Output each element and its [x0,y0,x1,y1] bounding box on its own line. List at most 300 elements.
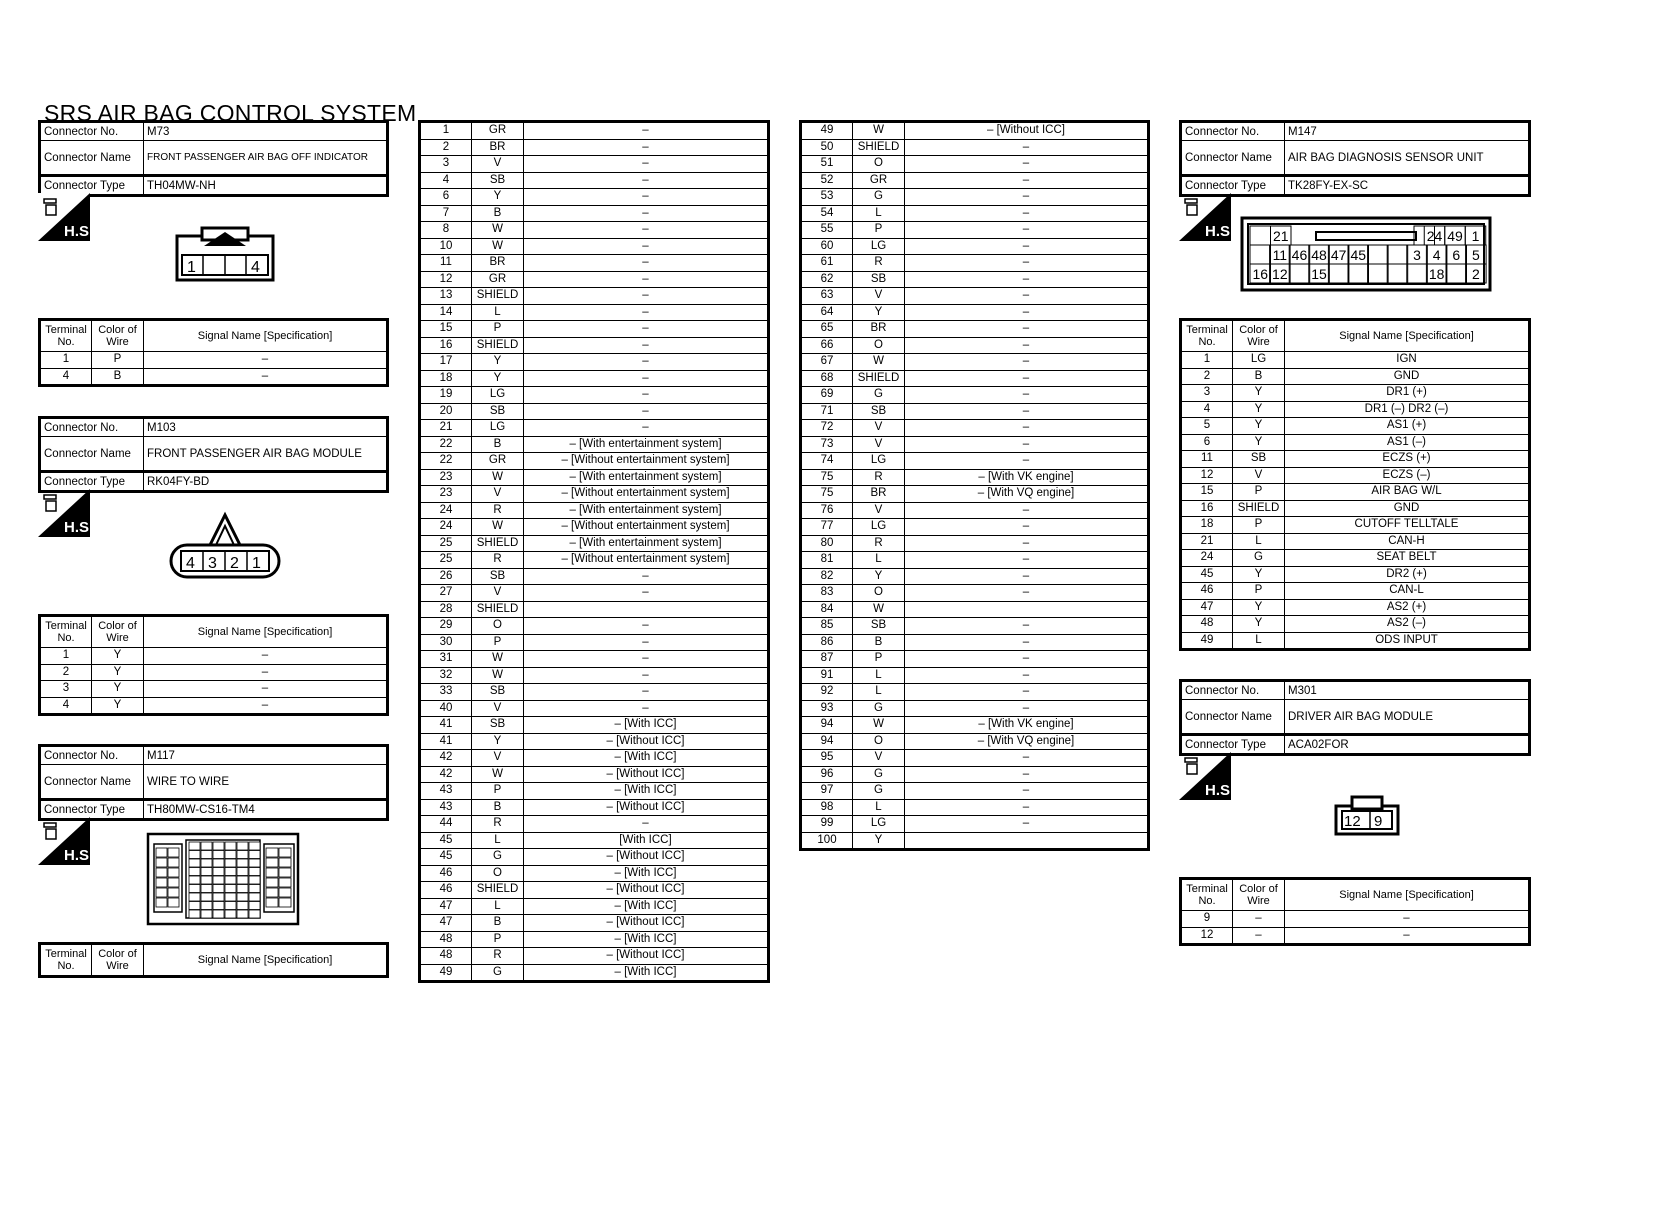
signal-name: DR2 (+) [1285,566,1530,583]
pin-label: 12 [1272,266,1288,282]
table-row [40,648,388,665]
terminal-no: 97 [801,783,853,800]
terminal-no: 65 [801,321,853,338]
table-row [1181,451,1530,468]
connector-name: DRIVER AIR BAG MODULE [1285,700,1530,735]
pin-cell [249,851,260,859]
signal-name: – [524,156,769,173]
wire-color: B [472,205,524,222]
pin-cell [189,851,200,859]
pin-label: 15 [1311,266,1327,282]
table-row [420,931,769,948]
table-row [801,717,1149,734]
wire-color: Y [472,370,524,387]
table-row [40,697,388,715]
pin-cell [168,898,179,907]
table-row [801,700,1149,717]
terminal-no: 12 [1181,467,1233,484]
pin-cell [213,859,224,867]
terminal-no: 29 [420,618,472,635]
signal-name: – [524,337,769,354]
table-row [420,469,769,486]
terminal-no: 98 [801,799,853,816]
wire-color: G [853,766,905,783]
wire-color: V [853,288,905,305]
terminal-no: 50 [801,139,853,156]
table-row [420,783,769,800]
terminal-no: 71 [801,403,853,420]
table-row [420,519,769,536]
terminal-table-m117-col2 [799,120,1150,851]
table-row [420,849,769,866]
connector-type: TH04MW-NH [144,176,388,196]
signal-name: ECZS (+) [1285,451,1530,468]
table-row [1181,566,1530,583]
label: Connector No. [1181,122,1285,141]
connector-face-m73 [176,226,276,282]
hs-harness-side-icon [1179,193,1235,241]
wire-color: W [853,122,905,140]
pin-cell [189,842,200,850]
terminal-no: 18 [420,370,472,387]
pin-cell [168,878,179,887]
wire-color: GR [472,453,524,470]
signal-name [905,601,1149,618]
terminal-no: 22 [420,453,472,470]
pin-label: 21 [1272,228,1289,244]
connector-info-m103 [38,416,389,493]
connector-face-m301 [1334,794,1400,836]
terminal-no: 44 [420,816,472,833]
table-row [801,634,1149,651]
pin-cell [237,868,248,876]
table-row [801,370,1149,387]
terminal-table-m73 [38,318,389,387]
wire-color: Y [853,304,905,321]
signal-name: – [With ICC] [524,717,769,734]
terminal-no: 17 [420,354,472,371]
pin-cell [189,885,200,893]
col-header: Terminal No. [40,320,92,352]
terminal-no: 23 [420,486,472,503]
terminal-no: 76 [801,502,853,519]
table-row [801,420,1149,437]
terminal-no: 18 [1181,517,1233,534]
terminal-no: 99 [801,816,853,833]
terminal-no: 33 [420,684,472,701]
table-row [420,337,769,354]
pin-cell [213,842,224,850]
signal-name: – [With VK engine] [905,717,1149,734]
signal-name: – [Without ICC] [524,882,769,899]
table-row [420,898,769,915]
table-row [1181,368,1530,385]
pin-cell [156,858,167,867]
terminal-no: 45 [420,832,472,849]
pin-cell [201,851,212,859]
terminal-no: 84 [801,601,853,618]
signal-name: – [905,420,1149,437]
table-row [420,882,769,899]
signal-name: – [Without ICC] [905,122,1149,140]
pin-label: 47 [1330,247,1347,263]
table-row [801,816,1149,833]
label: Connector Type [1181,176,1285,196]
terminal-no: 6 [1181,434,1233,451]
pin-cell [225,868,236,876]
wire-color: P [853,651,905,668]
pin-cell [213,910,224,918]
table-row [801,568,1149,585]
pin-cell [168,868,179,877]
label: Connector Name [40,765,144,800]
pin-grid [156,842,291,918]
signal-name: – [905,684,1149,701]
signal-name: – [905,453,1149,470]
wire-color: LG [853,238,905,255]
signal-name: – [905,304,1149,321]
table-row [801,799,1149,816]
col-header: Terminal No. [40,944,92,977]
pin-cell [201,859,212,867]
terminal-no: 23 [420,469,472,486]
label: Connector Type [1181,735,1285,755]
terminal-no: 10 [420,238,472,255]
col-header: Color of Wire [1233,879,1285,911]
terminal-no: 25 [420,552,472,569]
table-row [40,681,388,698]
wire-color: – [1233,927,1285,945]
wire-color: B [472,799,524,816]
terminal-no: 1 [1181,352,1233,369]
label: Connector Name [40,437,144,472]
connector-face-m117 [146,832,300,926]
wire-color: L [853,552,905,569]
signal-name: – [905,288,1149,305]
signal-name [524,601,769,618]
wire-color: W [472,238,524,255]
wire-color: Y [853,568,905,585]
terminal-no: 3 [420,156,472,173]
wire-color: BR [472,139,524,156]
table-row [801,618,1149,635]
table-row [801,337,1149,354]
wire-color: LG [472,387,524,404]
wire-color: W [853,354,905,371]
pin-label: 6 [1452,247,1461,263]
table-row [420,222,769,239]
terminal-no: 41 [420,717,472,734]
wire-color: SB [1233,451,1285,468]
terminal-no: 16 [1181,500,1233,517]
pin-cell [225,842,236,850]
signal-name: – [With ICC] [524,750,769,767]
pin-cell [156,868,167,877]
terminal-no: 62 [801,271,853,288]
terminal-no: 73 [801,436,853,453]
terminal-no: 72 [801,420,853,437]
wire-color: L [1233,632,1285,650]
pin-cell [201,910,212,918]
table-row [420,453,769,470]
terminal-no: 11 [1181,451,1233,468]
terminal-no: 51 [801,156,853,173]
table-row [1181,517,1530,534]
pin-cell [225,859,236,867]
terminal-no: 4 [40,697,92,715]
pin-cell [225,902,236,910]
signal-name: ECZS (–) [1285,467,1530,484]
wire-color: G [853,700,905,717]
terminal-no: 25 [420,535,472,552]
pin-cell [189,893,200,901]
wire-color: Y [853,832,905,850]
pin-cell [213,868,224,876]
terminal-no: 28 [420,601,472,618]
connector-face-m103 [168,512,282,580]
terminal-no: 93 [801,700,853,717]
pin-label: 49 [1447,228,1463,244]
table-row [420,733,769,750]
pin-cell [201,902,212,910]
col-header: Terminal No. [40,616,92,648]
signal-name: – [524,387,769,404]
terminal-no: 1 [40,648,92,665]
table-row [801,502,1149,519]
table-row [801,750,1149,767]
terminal-no: 100 [801,832,853,850]
terminal-no: 67 [801,354,853,371]
connector-no: M73 [144,122,388,141]
signal-name: – [Without entertainment system] [524,519,769,536]
terminal-no: 87 [801,651,853,668]
terminal-no: 16 [420,337,472,354]
signal-name: AIR BAG W/L [1285,484,1530,501]
signal-name: – [905,651,1149,668]
pin-label: 46 [1291,247,1308,263]
pin-cell [189,910,200,918]
table-row [420,799,769,816]
table-row [420,585,769,602]
table-row [420,618,769,635]
terminal-no: 1 [40,352,92,369]
signal-name: – [905,436,1149,453]
terminal-no: 83 [801,585,853,602]
wire-color: BR [853,486,905,503]
signal-name: – [With entertainment system] [524,502,769,519]
pin-cell [156,898,167,907]
table-row [420,122,769,140]
signal-name: – [With ICC] [524,898,769,915]
wire-color: V [853,502,905,519]
terminal-no: 77 [801,519,853,536]
connector-info-m117 [38,744,389,821]
signal-name: – [Without ICC] [524,948,769,965]
terminal-no: 61 [801,255,853,272]
table-row [420,816,769,833]
connector-name: FRONT PASSENGER AIR BAG OFF INDICATOR [144,141,388,176]
wire-color: R [472,816,524,833]
table-row [1181,550,1530,567]
wire-color: Y [1233,401,1285,418]
terminal-no: 92 [801,684,853,701]
wire-color: B [472,436,524,453]
pin-cell [189,868,200,876]
wire-color: L [1233,533,1285,550]
connector-no: M147 [1285,122,1530,141]
pin-cell [237,842,248,850]
wire-color: V [472,156,524,173]
signal-name: – [524,222,769,239]
signal-name: – [524,618,769,635]
wire-color: G [472,849,524,866]
signal-name: AS2 (–) [1285,616,1530,633]
table-row [40,664,388,681]
table-row [801,238,1149,255]
pin-cell [237,859,248,867]
pin-cell [266,868,278,877]
wire-color: L [853,205,905,222]
wire-color: SHIELD [853,139,905,156]
wire-color: P [853,222,905,239]
pin-cell [201,842,212,850]
pin-cell [237,876,248,884]
terminal-no: 40 [420,700,472,717]
table-row [420,684,769,701]
wire-color: P [472,783,524,800]
pin-cell [249,859,260,867]
pin-cell [225,910,236,918]
wire-color: SHIELD [853,370,905,387]
signal-name: – [With ICC] [524,865,769,882]
wire-color: B [1233,368,1285,385]
table-row [801,122,1149,140]
signal-name: – [524,189,769,206]
terminal-no: 12 [420,271,472,288]
pin-cell [266,858,278,867]
signal-name: – [Without entertainment system] [524,552,769,569]
col-header: Signal Name [Specification] [144,616,388,648]
wire-color: Y [472,354,524,371]
table-row [801,436,1149,453]
terminal-no: 22 [420,436,472,453]
terminal-no: 2 [40,664,92,681]
table-row [801,585,1149,602]
wire-color: V [472,585,524,602]
wire-color: SB [472,568,524,585]
signal-name: ODS INPUT [1285,632,1530,650]
signal-name: GND [1285,368,1530,385]
table-row [801,469,1149,486]
table-row [420,238,769,255]
pin-cell [225,876,236,884]
terminal-no: 20 [420,403,472,420]
table-row [1181,616,1530,633]
pin-cell [279,898,291,907]
signal-name: – [905,205,1149,222]
signal-name: – [524,255,769,272]
terminal-no: 41 [420,733,472,750]
signal-name: CUTOFF TELLTALE [1285,517,1530,534]
wire-color: LG [1233,352,1285,369]
terminal-no: 43 [420,799,472,816]
signal-name: – [524,403,769,420]
connector-no: M103 [144,418,388,437]
terminal-no: 42 [420,766,472,783]
pin-cell [225,851,236,859]
table-row [420,750,769,767]
pin-cell [168,888,179,897]
pin-cell [168,848,179,857]
pin-cell [249,842,260,850]
pin-cell [201,885,212,893]
table-row [420,568,769,585]
col-header: Signal Name [Specification] [1285,879,1530,911]
col-header: Signal Name [Specification] [144,320,388,352]
signal-name: – [905,502,1149,519]
wire-color: P [1233,484,1285,501]
pin-cell [279,858,291,867]
connector-no: M117 [144,746,388,765]
table-row [801,189,1149,206]
signal-name: – [1285,927,1530,945]
terminal-no: 3 [40,681,92,698]
table-row [420,964,769,982]
signal-name: – [With ICC] [524,783,769,800]
terminal-no: 45 [1181,566,1233,583]
label: Connector Type [40,176,144,196]
terminal-no: 24 [420,519,472,536]
signal-name: – [905,519,1149,536]
pin-cell [279,868,291,877]
wire-color: V [472,750,524,767]
connector-face-m147 [1240,214,1494,294]
wire-color: R [472,948,524,965]
wire-color: L [472,832,524,849]
signal-name: – [905,271,1149,288]
signal-name: – [524,634,769,651]
signal-name: – [905,222,1149,239]
col-header: Color of Wire [92,320,144,352]
signal-name: – [1285,911,1530,928]
signal-name: – [905,255,1149,272]
signal-name: – [With entertainment system] [524,469,769,486]
signal-name: – [905,799,1149,816]
wire-color: Y [1233,599,1285,616]
pin-label: 4 [1432,247,1441,263]
signal-name: – [524,271,769,288]
wire-color: Y [472,733,524,750]
col-header: Terminal No. [1181,879,1233,911]
signal-name: – [905,189,1149,206]
table-row [801,354,1149,371]
table-row [420,271,769,288]
wire-color: GR [472,271,524,288]
wire-color: BR [472,255,524,272]
pin-label: 18 [1428,266,1445,282]
signal-name: – [905,321,1149,338]
terminal-no: 9 [1181,911,1233,928]
signal-name: CAN-H [1285,533,1530,550]
signal-name: GND [1285,500,1530,517]
terminal-table-m301 [1179,877,1531,946]
signal-name: – [144,697,388,715]
terminal-no: 54 [801,205,853,222]
wire-color: GR [853,172,905,189]
table-row [420,766,769,783]
wire-color: R [472,552,524,569]
table-row [1181,533,1530,550]
